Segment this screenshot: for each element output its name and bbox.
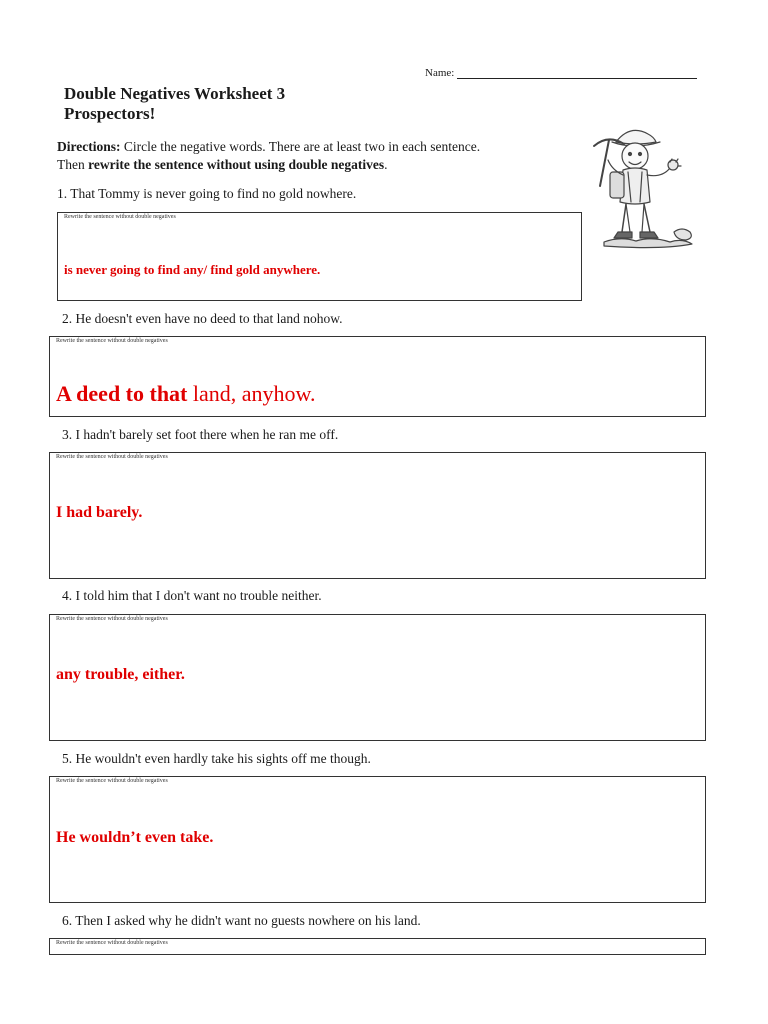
answer-box-label: Rewrite the sentence without double negatives (56, 616, 168, 622)
question-5: 5. He wouldn't even hardly take his sights off me though. (62, 751, 371, 766)
answer-box-5[interactable] (49, 776, 706, 903)
answer-text-1: is never going to find any/ find gold anywhere. (64, 262, 321, 277)
answer-box-3[interactable] (49, 452, 706, 579)
question-2: 2. He doesn't even have no deed to that land nohow. (62, 311, 343, 326)
answer-box-label: Rewrite the sentence without double negatives (56, 940, 168, 946)
directions-label: Directions: (57, 139, 121, 154)
question-6: 6. Then I asked why he didn't want no guests nowhere on his land. (62, 913, 421, 928)
answer-box-6[interactable] (49, 938, 706, 955)
answer-text-2 (56, 381, 316, 407)
answer-box-4[interactable] (49, 614, 706, 741)
directions-text-1: Circle the negative words. There are at least two in each sentence. (120, 139, 481, 154)
answer-box-label: Rewrite the sentence without double negatives (64, 214, 176, 220)
title-line-1: Double Negatives Worksheet 3 (64, 84, 286, 103)
directions-text-2: Then (57, 157, 89, 172)
answer-text-4: any trouble, either. (56, 666, 185, 683)
answer-box-1[interactable] (57, 212, 582, 301)
worksheet-title (64, 84, 285, 124)
name-field[interactable] (425, 67, 697, 79)
title-line-2: Prospectors! (64, 104, 156, 123)
answer-text-2-bold: A deed to that (56, 381, 188, 406)
name-underline[interactable] (457, 68, 697, 79)
prospector-icon (590, 120, 710, 255)
answer-text-5: He wouldn’t even take. (56, 829, 214, 846)
question-3: 3. I hadn't barely set foot there when he ran me off. (62, 427, 339, 442)
prospector-illustration (590, 120, 710, 255)
directions (57, 138, 547, 174)
answer-box-2[interactable] (49, 336, 706, 417)
question-4: 4. I told him that I don't want no trouble neither. (62, 588, 322, 603)
name-label: Name: (425, 67, 455, 79)
answer-box-label: Rewrite the sentence without double negatives (56, 338, 168, 344)
question-1: 1. That Tommy is never going to find no gold nowhere. (57, 186, 357, 201)
answer-text-2-rest: land, anyhow. (187, 381, 316, 406)
answer-text-3: I had barely. (56, 504, 143, 521)
answer-box-label: Rewrite the sentence without double negatives (56, 454, 168, 460)
directions-bold: rewrite the sentence without using double negatives (88, 157, 385, 172)
directions-text-3: . (384, 157, 388, 172)
answer-box-label: Rewrite the sentence without double negatives (56, 778, 168, 784)
